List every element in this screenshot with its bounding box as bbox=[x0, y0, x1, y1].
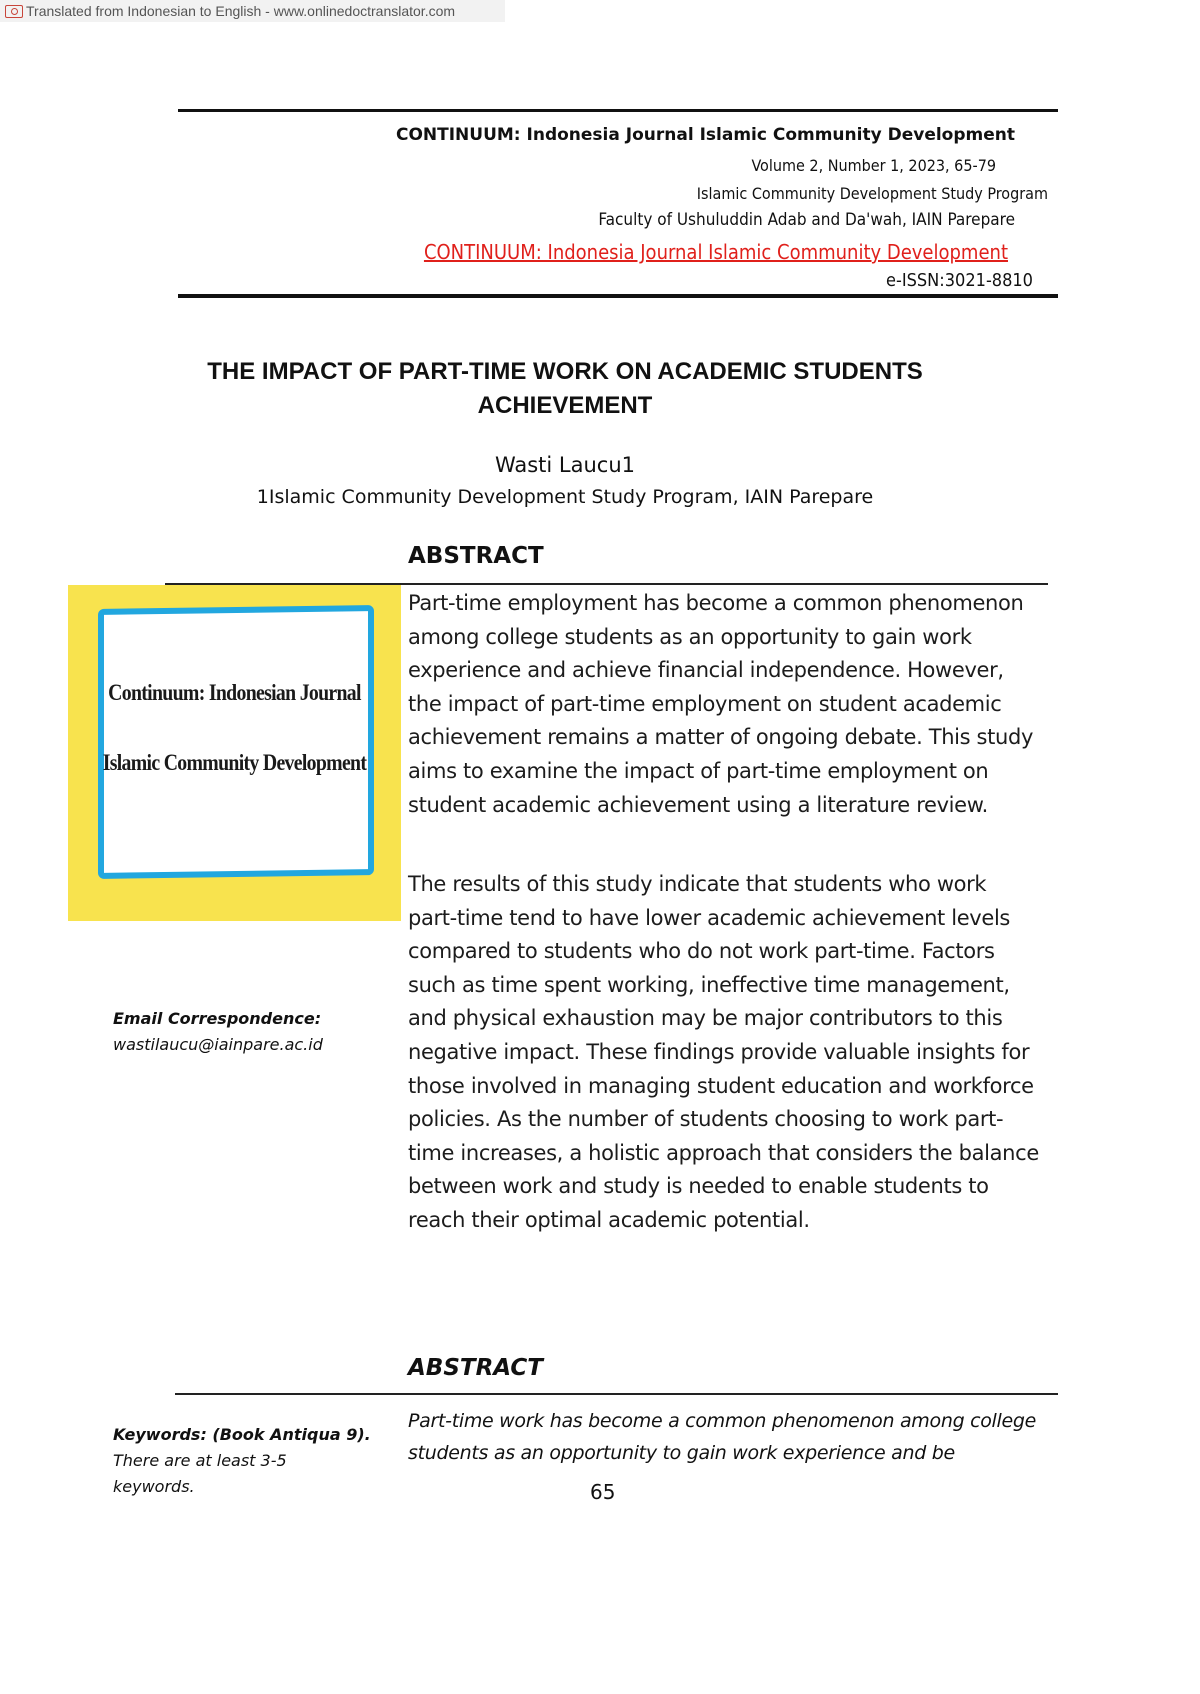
abstract-line: between work and study is needed to enable students to bbox=[408, 1174, 989, 1199]
keywords-line: keywords. bbox=[113, 1477, 195, 1496]
abstract-line: aims to examine the impact of part-time employment on bbox=[408, 758, 989, 783]
article-title bbox=[120, 355, 1010, 423]
abstract-line: such as time spent working, ineffective time management, bbox=[408, 972, 1010, 997]
abstract-english bbox=[408, 1405, 1036, 1469]
abstract-line: part-time tend to have lower academic achievement levels bbox=[408, 905, 1011, 930]
abstract-line: negative impact. These findings provide valuable insights for bbox=[408, 1039, 1030, 1064]
banner-text: Translated from Indonesian to English - www.onlinedoctranslator.com bbox=[26, 3, 456, 19]
keywords-label: Keywords: (Book Antiqua 9). bbox=[113, 1425, 371, 1444]
author-affiliation: 1Islamic Community Development Study Program, IAIN Parepare bbox=[256, 486, 874, 508]
cover-line-2: Islamic Community Development bbox=[102, 750, 367, 775]
translation-banner[interactable] bbox=[0, 0, 505, 22]
abstract-line: those involved in managing student education and workforce bbox=[408, 1073, 1034, 1098]
abstract-line: the impact of part-time employment on student academic bbox=[408, 691, 1002, 716]
header-top-rule bbox=[178, 109, 1058, 112]
keywords-line: There are at least 3-5 bbox=[113, 1451, 287, 1470]
abstract-paragraph-2 bbox=[408, 868, 1063, 1238]
abstract-line: among college students as an opportunity to gain work bbox=[408, 624, 972, 649]
abstract-paragraph-1 bbox=[408, 587, 1063, 822]
issn-number: e-ISSN:3021-8810 bbox=[886, 270, 1033, 291]
abstract-line: experience and achieve financial independence. However, bbox=[408, 658, 1004, 683]
abstract-line: time increases, a holistic approach that considers the balance bbox=[408, 1140, 1039, 1165]
abstract-heading-2: ABSTRACT bbox=[408, 1355, 543, 1381]
correspondence-label: Email Correspondence: bbox=[113, 1009, 322, 1028]
abstract-line: compared to students who do not work part-time. Factors bbox=[408, 939, 995, 964]
abstract-line: Part-time work has become a common phenomenon among college bbox=[408, 1410, 1037, 1432]
header-bottom-rule bbox=[178, 294, 1058, 298]
page-number: 65 bbox=[590, 1480, 616, 1504]
faculty-name: Faculty of Ushuluddin Adab and Da'wah, IAIN Parepare bbox=[598, 210, 1015, 230]
title-line-2: ACHIEVEMENT bbox=[477, 392, 653, 419]
keywords bbox=[113, 1422, 371, 1500]
cover-frame bbox=[98, 605, 374, 879]
study-program: Islamic Community Development Study Program bbox=[696, 184, 1048, 203]
journal-cover-image bbox=[68, 585, 401, 921]
translate-icon bbox=[5, 5, 23, 18]
abstract-line: reach their optimal academic potential. bbox=[408, 1207, 810, 1232]
abstract-rule-2 bbox=[175, 1393, 1058, 1395]
abstract-line: policies. As the number of students choosing to work part- bbox=[408, 1107, 1004, 1132]
journal-link[interactable]: CONTINUUM: Indonesia Journal Islamic Community Development bbox=[423, 240, 1008, 264]
abstract-line: students as an opportunity to gain work experience and be bbox=[408, 1442, 955, 1464]
abstract-line: achievement remains a matter of ongoing debate. This study bbox=[408, 725, 1034, 750]
cover-line-1: Continuum: Indonesian Journal bbox=[108, 680, 361, 705]
correspondence-email[interactable]: wastilaucu@iainpare.ac.id bbox=[113, 1035, 323, 1054]
abstract-line: The results of this study indicate that students who work bbox=[408, 872, 987, 896]
abstract-line: and physical exhaustion may be major contributors to this bbox=[408, 1006, 1003, 1031]
journal-name: CONTINUUM: Indonesia Journal Islamic Community Development bbox=[395, 125, 1015, 145]
title-line-1: THE IMPACT OF PART-TIME WORK ON ACADEMIC STUDENTS bbox=[207, 358, 923, 385]
abstract-heading: ABSTRACT bbox=[408, 543, 544, 569]
email-correspondence bbox=[113, 1006, 323, 1058]
author-name: Wasti Laucu1 bbox=[494, 453, 636, 477]
abstract-line: Part-time employment has become a common phenomenon bbox=[408, 591, 1024, 615]
abstract-line: student academic achievement using a literature review. bbox=[408, 792, 988, 817]
volume-info: Volume 2, Number 1, 2023, 65-79 bbox=[751, 156, 996, 175]
